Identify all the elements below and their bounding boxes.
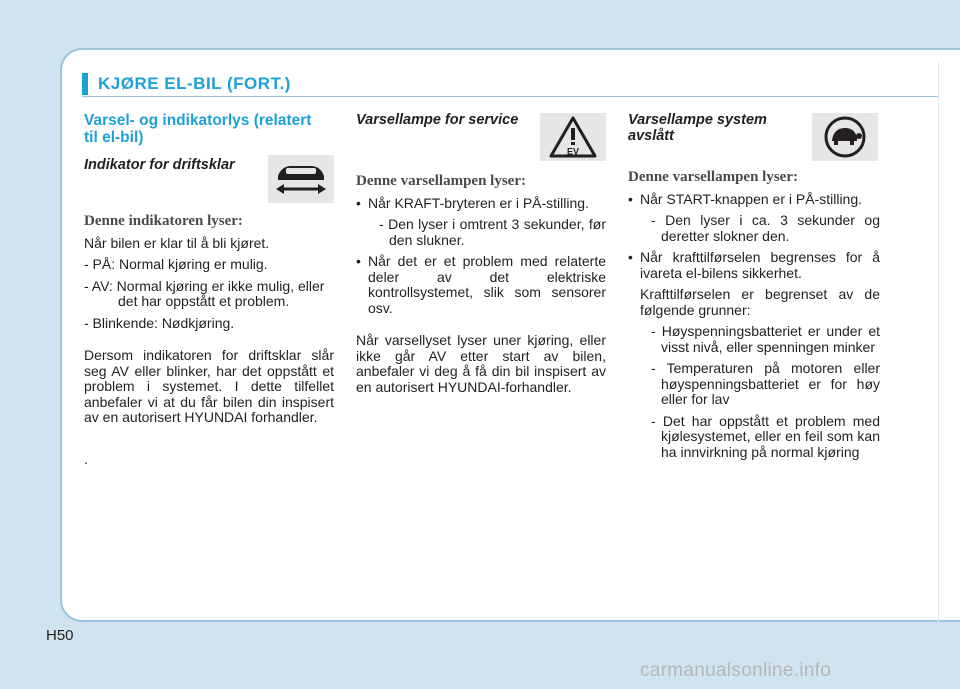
ev-service-warning-icon — [548, 115, 598, 159]
lead-text: Denne varsellampen lyser: — [628, 169, 798, 185]
subsection-title: Varsellampe system avslått — [628, 112, 767, 144]
state-item-off: - AV: Normal kjøring er ikke mulig, eller det har oppstått et problem. — [84, 277, 325, 309]
bullet-item: • Når KRAFT-bryteren er i PÅ-stilling. — [356, 196, 606, 212]
page-header-title: KJØRE EL-BIL (FORT.) — [98, 74, 291, 93]
power-down-turtle-icon — [822, 116, 868, 158]
power-down-icon-box — [812, 113, 878, 161]
column-3 — [628, 112, 880, 460]
section-title: Varsel- og indikatorlys (relatert til el-bil) — [84, 112, 312, 146]
page-divider — [938, 62, 939, 622]
ev-ready-icon — [272, 159, 330, 199]
state-item-blinking: - Blinkende: Nødkjøring. — [84, 314, 235, 331]
header-rule — [82, 96, 938, 97]
page-number: H50 — [46, 627, 74, 644]
lead-text: Denne varsellampen lyser: — [356, 173, 526, 189]
body-line: Når bilen er klar til å bli kjøret. — [84, 234, 270, 251]
bullet-paragraph: Krafttilførselen er begrenset av de følgende grunner: — [640, 286, 880, 318]
subsection-title: Indikator for driftsklar — [84, 157, 235, 173]
ev-label: EV — [566, 146, 580, 157]
ev-ready-icon-box — [268, 155, 334, 203]
reason-item: - Temperaturen på motoren eller høyspenningsbatteriet er for høy eller for lav — [651, 360, 880, 407]
reason-item: - Det har oppstått et problem med kjølesystemet, eller en feil som kan ha innvirkning på normal kjøring — [651, 412, 880, 460]
bullet-item: • Når det er et problem med relaterte deler av det elektriske kontrollsystemet, slik som sensorer osv. — [356, 254, 606, 316]
body-paragraph: Når varsellyset lyser uner kjøring, eller ikke går AV etter start av bilen, anbefaler vi deg å få din bil inspisert av en autorisert HYUNDAI-forhandler. — [356, 332, 606, 395]
subsection-title: Varsellampe for service — [356, 112, 519, 128]
sub-item: - Den lyser i omtrent 3 sekunder, før den slukner. — [379, 216, 606, 248]
state-item-on: - PÅ: Normal kjøring er mulig. — [84, 256, 268, 272]
body-paragraph: Dersom indikatoren for driftsklar slår seg AV eller blinker, har det oppstått et problem i systemet. I dette tilfellet anbefaler vi at du får bilen din inspisert av en autorisert HYUNDAI forhandler. — [84, 347, 334, 425]
stray-dot: . — [84, 450, 88, 467]
bullet-item: • Når krafttilførselen begrenses for å ivareta el-bilens sikkerhet. — [628, 250, 880, 281]
bullet-item: • Når START-knappen er i PÅ-stilling. — [628, 192, 880, 208]
watermark: carmanualsonline.info — [640, 660, 832, 681]
sub-item: - Den lyser i ca. 3 sekunder og deretter slokner den. — [651, 212, 880, 244]
header-accent-bar — [82, 73, 88, 95]
service-warning-icon-box — [540, 113, 606, 161]
lead-text: Denne indikatoren lyser: — [84, 213, 243, 229]
reason-item: - Høyspenningsbatteriet er under et visst nivå, eller spenningen minker — [651, 323, 880, 355]
